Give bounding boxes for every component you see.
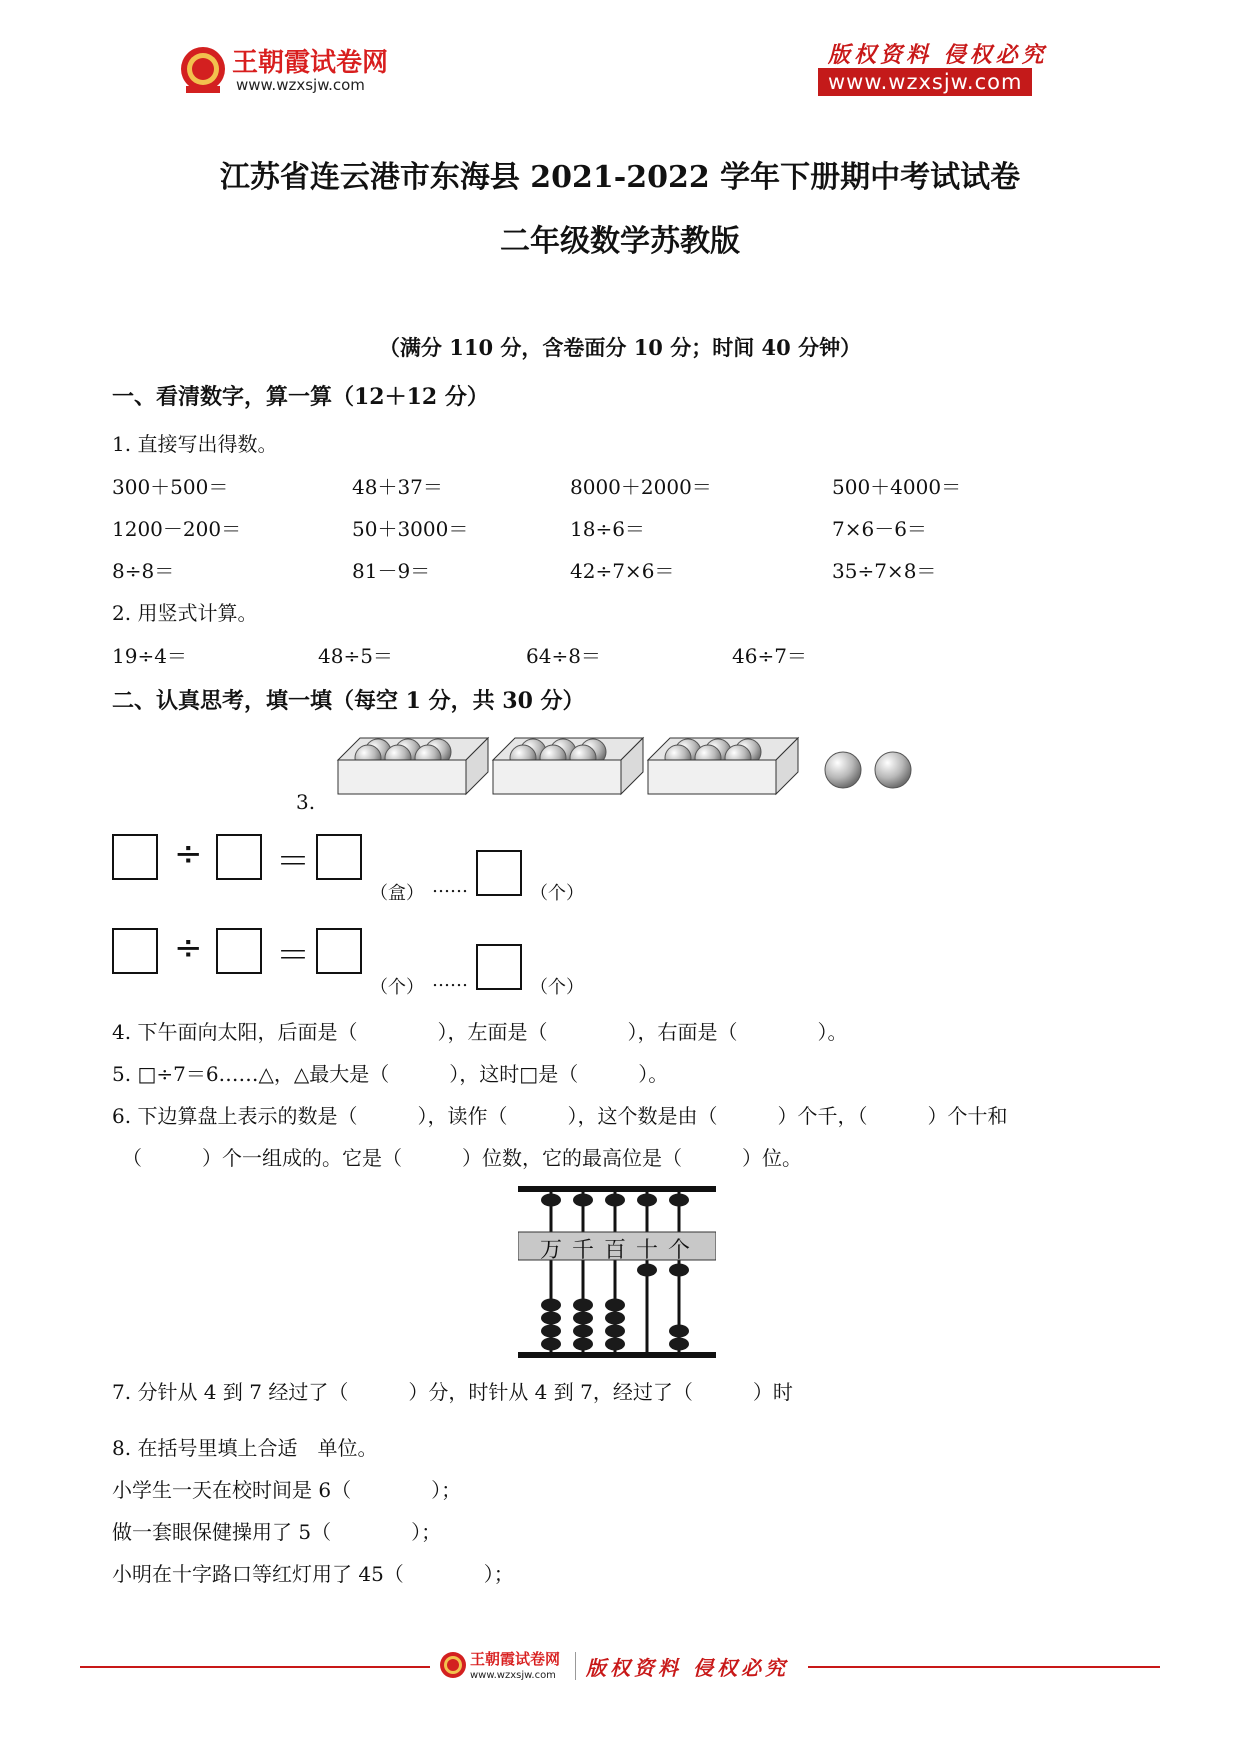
footer-divider-left [80, 1666, 430, 1668]
abacus-bead [637, 1264, 657, 1277]
q1-item: 8000＋2000＝ [570, 475, 712, 499]
ball-icon [825, 752, 861, 788]
q2-item: 46÷7＝ [732, 644, 807, 668]
abacus-label-shi: 十 [636, 1238, 659, 1263]
q1-item: 81－9＝ [352, 559, 431, 583]
abacus-bead [669, 1338, 689, 1351]
unit-label: （个） [370, 977, 424, 998]
footer-separator [575, 1652, 576, 1680]
abacus-bead [541, 1338, 561, 1351]
q1-item: 8÷8＝ [112, 559, 175, 583]
abacus-bead [669, 1264, 689, 1277]
q1-label: 1. 直接写出得数。 [112, 432, 278, 456]
answer-box[interactable] [112, 834, 158, 880]
abacus-bead [573, 1312, 593, 1325]
q2-item: 64÷8＝ [526, 644, 601, 668]
answer-box[interactable] [476, 944, 522, 990]
answer-box[interactable] [316, 928, 362, 974]
q2-item: 48÷5＝ [318, 644, 393, 668]
abacus-bead [573, 1194, 593, 1207]
abacus-bead [541, 1312, 561, 1325]
unit-label: （个） [530, 883, 584, 904]
q1-item: 50＋3000＝ [352, 517, 469, 541]
q1-item: 300＋500＝ [112, 475, 229, 499]
q1-item: 42÷7×6＝ [570, 559, 675, 583]
section2-heading: 二、认真思考，填一填（每空 1 分，共 30 分） [112, 688, 585, 714]
q1-item: 500＋4000＝ [832, 475, 962, 499]
q8-item: 小明在十字路口等红灯用了 45（ ）； [112, 1562, 514, 1586]
ball-box-icon [338, 738, 488, 794]
abacus-bead [669, 1325, 689, 1338]
q8-item: 小学生一天在校时间是 6（ ）； [112, 1478, 462, 1502]
abacus-bead [669, 1194, 689, 1207]
remainder-dots: …… [432, 970, 468, 991]
site-url-banner: www.wzxsjw.com [818, 68, 1032, 96]
q8-item: 做一套眼保健操用了 5（ ）； [112, 1520, 442, 1544]
logo-name: 王朝霞试卷网 [232, 48, 389, 78]
answer-box[interactable] [112, 928, 158, 974]
q1-item: 18÷6＝ [570, 517, 645, 541]
answer-box[interactable] [476, 850, 522, 896]
abacus-bead [573, 1325, 593, 1338]
footer-logo-url: www.wzxsjw.com [470, 1670, 556, 1681]
abacus-bead [605, 1299, 625, 1312]
divide-sign: ÷ [174, 834, 203, 874]
abacus-bead [541, 1325, 561, 1338]
unit-label: （个） [530, 977, 584, 998]
abacus-label-bai: 百 [604, 1238, 627, 1263]
boxes-of-balls-illustration [330, 728, 920, 800]
abacus-bead [605, 1325, 625, 1338]
ball-box-icon [648, 738, 798, 794]
q1-item: 35÷7×8＝ [832, 559, 937, 583]
q1-item: 48＋37＝ [352, 475, 443, 499]
q3-label: 3. [296, 790, 316, 814]
section1-heading: 一、看清数字，算一算（12＋12 分） [112, 384, 489, 410]
answer-box[interactable] [216, 834, 262, 880]
divide-sign: ÷ [174, 928, 203, 968]
q4-text: 4. 下午面向太阳，后面是（ ），左面是（ ），右面是（ ）。 [112, 1020, 848, 1044]
abacus-bead [637, 1194, 657, 1207]
q1-item: 1200－200＝ [112, 517, 242, 541]
q6-text-line1: 6. 下边算盘上表示的数是（ ），读作（ ），这个数是由（ ）个千，（ ）个十和 [112, 1104, 1008, 1128]
q7-text: 7. 分针从 4 到 7 经过了（ ）分，时针从 4 到 7，经过了（ ）时 [112, 1380, 793, 1404]
answer-box[interactable] [216, 928, 262, 974]
q5-text: 5. □÷7＝6……△，△最大是（ ），这时□是（ ）。 [112, 1062, 669, 1086]
page-subtitle: 二年级数学苏教版 [500, 224, 740, 259]
abacus-bead [541, 1299, 561, 1312]
abacus-label-wan: 万 [540, 1238, 563, 1263]
abacus-label-qian: 千 [572, 1238, 595, 1263]
ball-icon [875, 752, 911, 788]
unit-label: （盒） [370, 883, 424, 904]
logo-url: www.wzxsjw.com [236, 76, 365, 94]
page-title: 江苏省连云港市东海县 2021-2022 学年下册期中考试试卷 [219, 160, 1021, 195]
abacus [518, 1186, 716, 1360]
ball-box-icon [493, 738, 643, 794]
abacus-bead [541, 1194, 561, 1207]
q1-item: 7×6－6＝ [832, 517, 927, 541]
logo-seal-icon [178, 44, 228, 96]
abacus-bead [605, 1312, 625, 1325]
abacus-bead [573, 1299, 593, 1312]
abacus-bead [605, 1194, 625, 1207]
q6-text-line2: （ ）个一组成的。它是（ ）位数，它的最高位是（ ）位。 [122, 1146, 802, 1170]
footer-logo-seal-icon [438, 1650, 468, 1682]
footer-copyright: 版权资料 侵权必究 [586, 1656, 789, 1680]
remainder-dots: …… [432, 876, 468, 897]
equals-sign: ＝ [276, 842, 310, 882]
copyright-notice: 版权资料 侵权必究 [828, 42, 1048, 68]
footer-divider-right [808, 1666, 1160, 1668]
abacus-bead [573, 1338, 593, 1351]
footer-logo-name: 王朝霞试卷网 [470, 1650, 561, 1668]
equals-sign: ＝ [276, 936, 310, 976]
q8-label: 8. 在括号里填上合适 单位。 [112, 1436, 378, 1460]
q2-item: 19÷4＝ [112, 644, 187, 668]
abacus-label-ge: 个 [668, 1238, 691, 1263]
abacus-frame [518, 1186, 716, 1360]
exam-info: （满分 110 分，含卷面分 10 分；时间 40 分钟） [378, 335, 862, 360]
q2-label: 2. 用竖式计算。 [112, 601, 258, 625]
abacus-bead [605, 1338, 625, 1351]
answer-box[interactable] [316, 834, 362, 880]
